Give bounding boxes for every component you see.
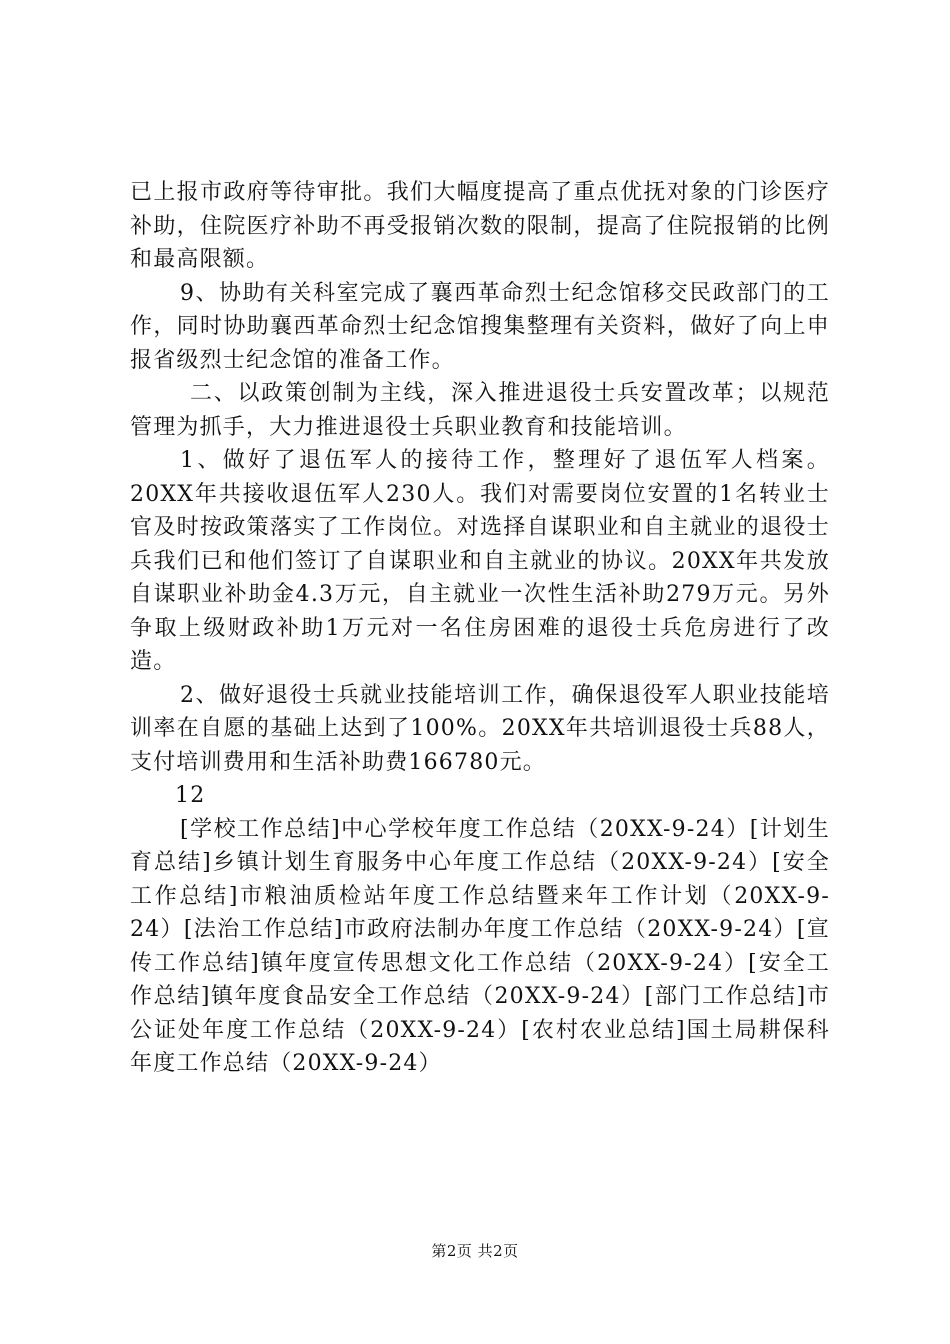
inline-number: 12: [175, 783, 206, 808]
paragraph-item-1: 1、做好了退伍军人的接待工作，整理好了退伍军人档案。20XX年共接收退伍军人230人。我们对需要岗位安置的1名转业士官及时按政策落实了工作岗位。对选择自谋职业和自主就业的退役士兵我们已和他们签订了自谋职业和自主就业的协议。20XX年共发放自谋职业补助金4.3万元，自主就业一次性生活补助279万元。另外争取上级财政补助1万元对一名住房困难的退役士兵危房进行了改造。: [130, 448, 830, 674]
paragraph-item-9: 9、协助有关科室完成了襄西革命烈士纪念馆移交民政部门的工作，同时协助襄西革命烈士纪念馆搜集整理有关资料，做好了向上申报省级烈士纪念馆的准备工作。: [130, 280, 830, 373]
paragraph-continuation: 已上报市政府等待审批。我们大幅度提高了重点优抚对象的门诊医疗补助，住院医疗补助不再受报销次数的限制，提高了住院报销的比例和最高限额。: [130, 180, 830, 272]
paragraph-item-2: 2、做好退役士兵就业技能培训工作，确保退役军人职业技能培训率在自愿的基础上达到了100%。20XX年共培训退役士兵88人，支付培训费用和生活补助费166780元。: [130, 682, 830, 775]
section-heading-two: 二、以政策创制为主线，深入推进退役士兵安置改革；以规范管理为抓手，大力推进退役士兵职业教育和技能培训。: [130, 381, 830, 440]
related-articles-list: [学校工作总结]中心学校年度工作总结（20XX-9-24）[计划生育总结]乡镇计划生育服务中心年度工作总结（20XX-9-24）[安全工作总结]市粮油质检站年度工作总结暨来年工作计划（20XX-9-24）[法治工作总结]市政府法制办年度工作总结（20XX-9-24）[宣传工作总结]镇年度宣传思想文化工作总结（20XX-9-24）[安全工作总结]镇年度食品安全工作总结（20XX-9-24）[部门工作总结]市公证处年度工作总结（20XX-9-24）[农村农业总结]国土局耕保科年度工作总结（20XX-9-24）: [130, 816, 830, 1076]
page-footer: 第2页 共2页: [431, 1242, 519, 1260]
document-body: [130, 176, 830, 1081]
